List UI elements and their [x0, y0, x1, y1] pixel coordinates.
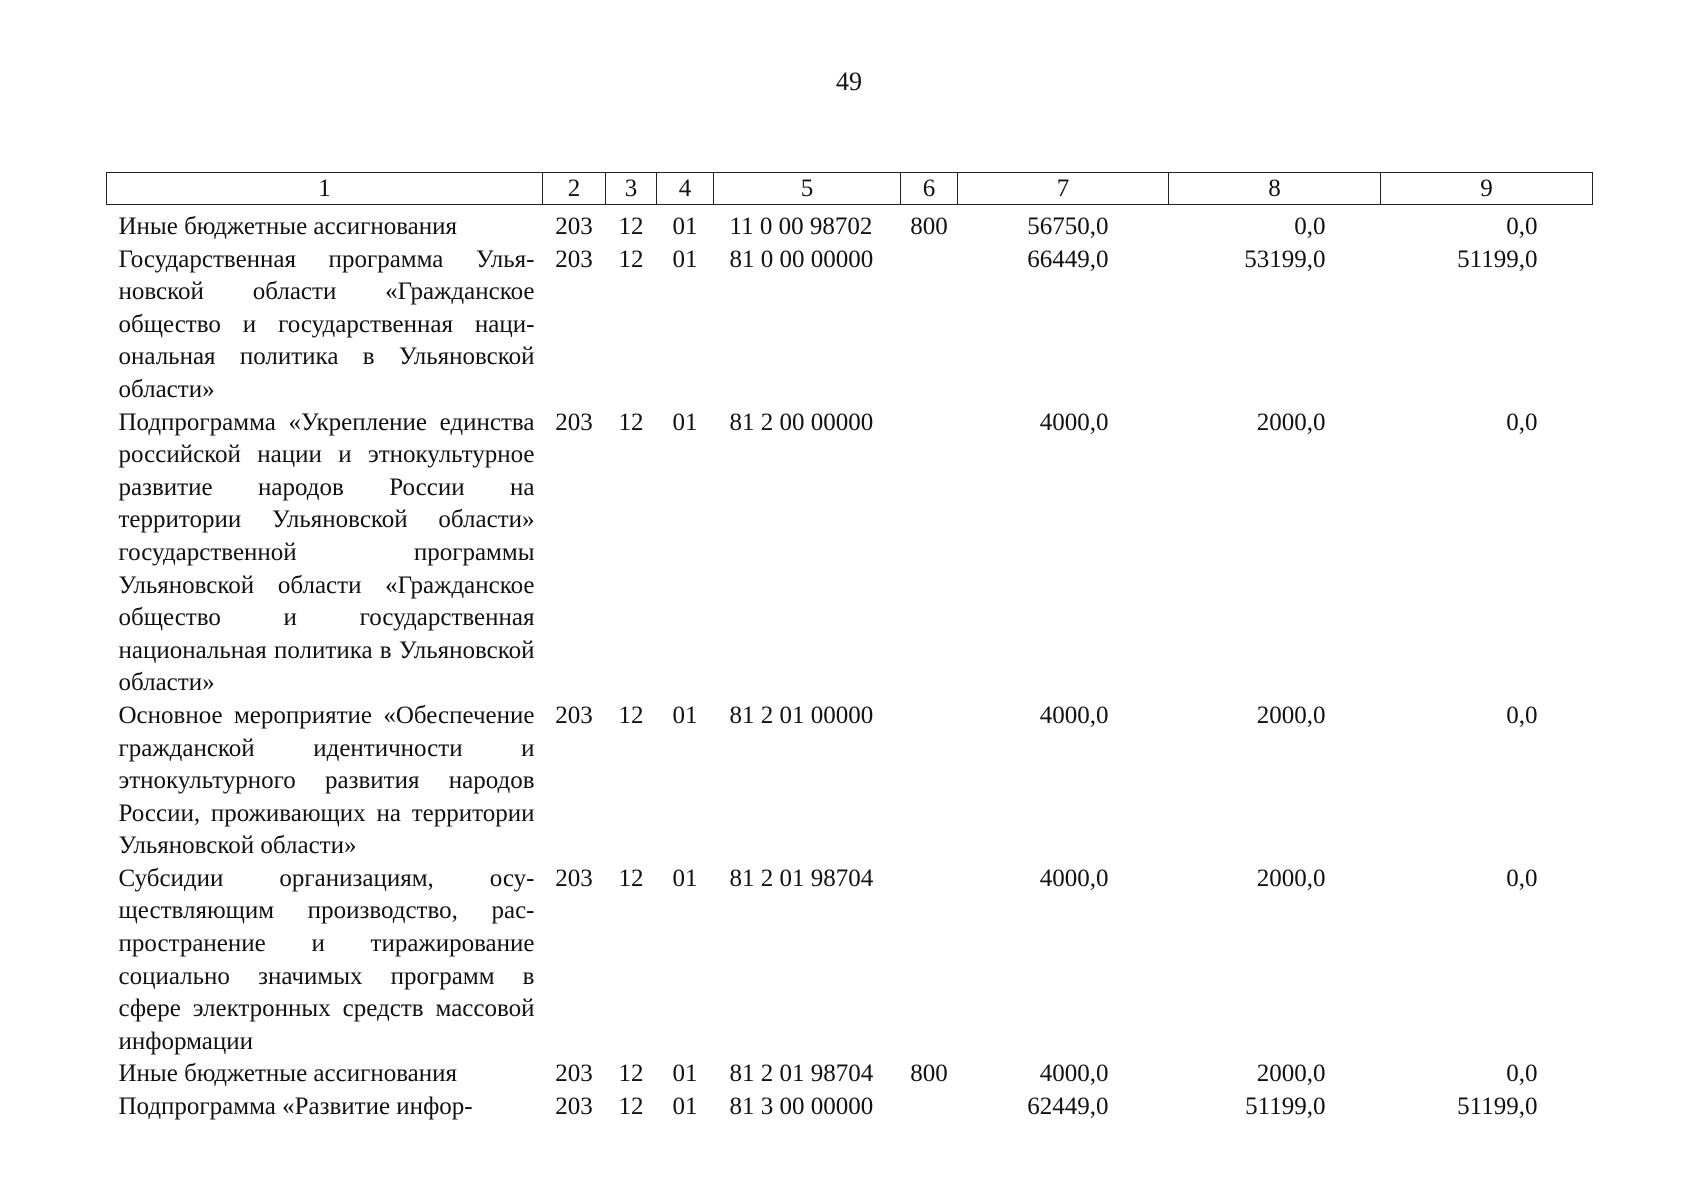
- row-amount-col9: 0,0: [1506, 1060, 1538, 1088]
- header-cell-5: 5: [714, 173, 901, 205]
- row-code-expense-type: [901, 700, 958, 863]
- row-code-ministry: 203: [555, 213, 593, 240]
- table-row: [107, 700, 1593, 863]
- budget-table-container: [106, 172, 1592, 1124]
- row-code-subsection: 01: [672, 701, 698, 729]
- row-amount-col8: 2000,0: [1256, 408, 1326, 436]
- row-code-target: 11 0 00 98702: [729, 213, 873, 240]
- row-code-section: 12: [618, 1060, 644, 1088]
- row-name: Иные бюджетные ассигнования: [118, 213, 458, 240]
- row-amount-col8: 2000,0: [1256, 864, 1326, 892]
- row-amount-col9: 51199,0: [1457, 1093, 1538, 1121]
- budget-table: [106, 172, 1593, 1124]
- row-code-expense-type: 800: [910, 213, 948, 240]
- page-number: 49: [836, 67, 862, 96]
- row-code-section: 12: [618, 408, 644, 436]
- row-code-ministry: 203: [555, 864, 593, 892]
- row-name: Подпрограмма «Укрепление единства российской нации и этнокультурное развитие народов России на территории Ульяновской области» государственной программы Ульяновской области «Гражданское общество и государственная национальная политика в Ульяновской области»: [118, 408, 535, 697]
- row-code-target: 81 0 00 00000: [729, 245, 874, 273]
- row-code-expense-type: [901, 407, 958, 700]
- row-code-subsection: 01: [672, 245, 698, 273]
- table-row: [107, 1091, 1593, 1124]
- row-amount-col7: 4000,0: [1039, 701, 1109, 729]
- row-code-subsection: 01: [672, 213, 698, 240]
- row-amount-col9: 0,0: [1506, 213, 1538, 240]
- row-name: Государственная программа Ульяновской области «Гражданское общество и государственная национальная политика в Ульяновской области»: [118, 245, 535, 403]
- row-code-target: 81 2 01 00000: [729, 701, 874, 729]
- row-code-section: 12: [618, 213, 644, 240]
- row-amount-col8: 53199,0: [1244, 245, 1326, 273]
- row-code-ministry: 203: [555, 701, 593, 729]
- row-amount-col7: 4000,0: [1039, 1060, 1109, 1088]
- row-code-section: 12: [618, 864, 644, 892]
- row-name: Основное мероприятие «Обеспечение гражданской идентичности и этнокультурного развития народов России, проживающих на территории Ульяновской области»: [118, 701, 535, 860]
- row-name: Иные бюджетные ассигнования: [118, 1060, 458, 1088]
- row-code-subsection: 01: [672, 864, 698, 892]
- table-body: [107, 205, 1593, 1124]
- header-cell-1: 1: [107, 173, 543, 205]
- table-row: [107, 205, 1593, 244]
- row-amount-col9: 0,0: [1506, 864, 1538, 892]
- header-cell-8: 8: [1169, 173, 1381, 205]
- row-code-subsection: 01: [672, 1060, 698, 1088]
- row-code-ministry: 203: [555, 1093, 593, 1121]
- row-code-ministry: 203: [555, 408, 593, 436]
- row-amount-col7: 62449,0: [1027, 1093, 1109, 1121]
- row-amount-col7: 66449,0: [1027, 245, 1109, 273]
- row-code-section: 12: [618, 245, 644, 273]
- row-name: Подпрограмма «Развитие инфор-: [118, 1093, 473, 1121]
- row-code-ministry: 203: [555, 1060, 593, 1088]
- table-row: [107, 1058, 1593, 1091]
- row-amount-col8: 2000,0: [1256, 1060, 1326, 1088]
- table-header: [107, 173, 1593, 205]
- row-amount-col9: 51199,0: [1457, 245, 1538, 273]
- header-cell-3: 3: [606, 173, 657, 205]
- row-code-ministry: 203: [555, 245, 593, 273]
- row-code-subsection: 01: [672, 1093, 698, 1121]
- row-amount-col8: 51199,0: [1245, 1093, 1326, 1121]
- row-amount-col7: 4000,0: [1039, 864, 1109, 892]
- row-code-expense-type: 800: [910, 1060, 948, 1088]
- row-amount-col7: 56750,0: [1027, 213, 1109, 240]
- header-cell-9: 9: [1381, 173, 1593, 205]
- row-code-target: 81 3 00 00000: [729, 1093, 874, 1121]
- header-cell-7: 7: [958, 173, 1169, 205]
- row-code-expense-type: [901, 244, 958, 407]
- row-code-section: 12: [618, 701, 644, 729]
- row-amount-col8: 0,0: [1294, 213, 1326, 240]
- row-amount-col9: 0,0: [1506, 408, 1538, 436]
- row-code-subsection: 01: [672, 408, 698, 436]
- header-cell-6: 6: [901, 173, 958, 205]
- table-row: [107, 407, 1593, 700]
- header-cell-2: 2: [543, 173, 606, 205]
- row-code-expense-type: [901, 863, 958, 1059]
- row-name: Субсидии организациям, осуществляющим производство, распространение и тиражирование социально значимых программ в сфере электронных средств массовой информации: [118, 864, 535, 1055]
- row-code-target: 81 2 01 98704: [729, 1060, 874, 1088]
- header-cell-4: 4: [657, 173, 714, 205]
- row-amount-col9: 0,0: [1506, 701, 1538, 729]
- table-row: [107, 244, 1593, 407]
- header-row: [107, 173, 1593, 205]
- row-code-section: 12: [618, 1093, 644, 1121]
- row-code-expense-type: [901, 1091, 958, 1124]
- row-code-target: 81 2 01 98704: [729, 864, 874, 892]
- table-row: [107, 863, 1593, 1059]
- row-amount-col8: 2000,0: [1256, 701, 1326, 729]
- row-amount-col7: 4000,0: [1039, 408, 1109, 436]
- row-code-target: 81 2 00 00000: [729, 408, 874, 436]
